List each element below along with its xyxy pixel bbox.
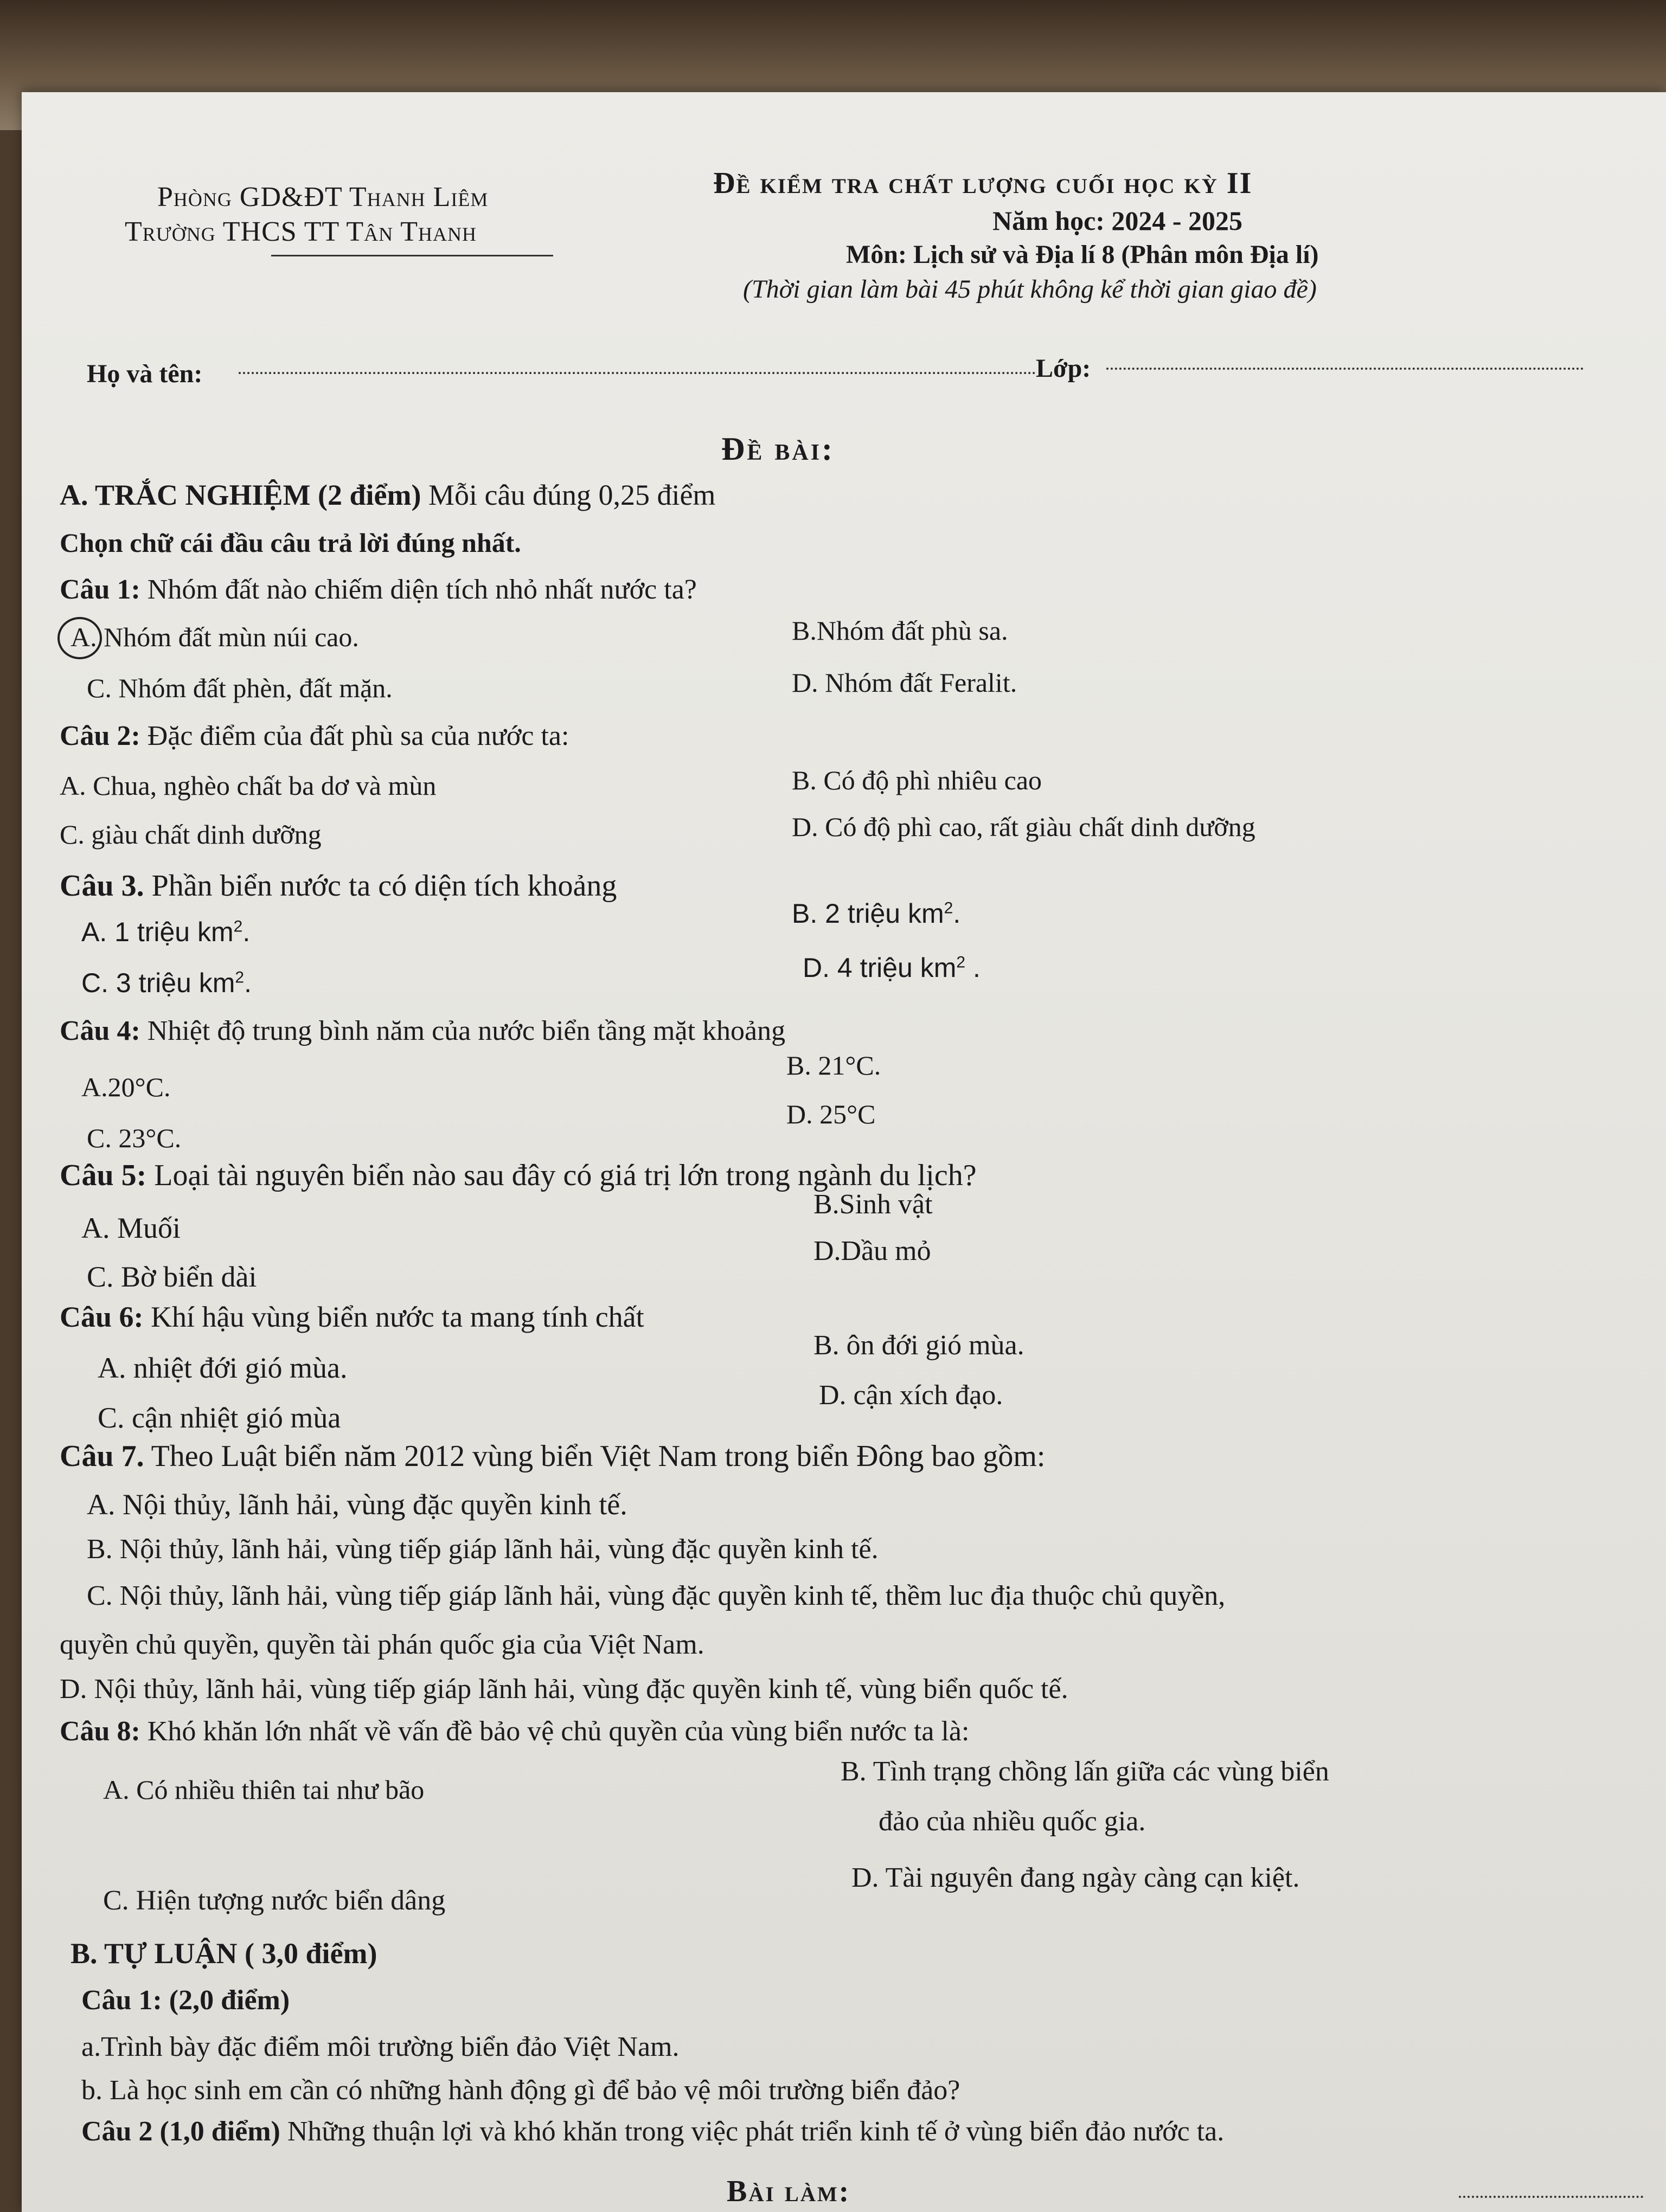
- q4-option-d[interactable]: D. 25°C: [786, 1099, 876, 1129]
- class-field[interactable]: [1106, 368, 1584, 370]
- q2-option-c[interactable]: C. giàu chất dinh dưỡng: [60, 819, 322, 850]
- q3-option-c[interactable]: C. 3 triệu $km^2$.: [81, 968, 252, 998]
- q5-option-a[interactable]: A. Muối: [81, 1212, 181, 1244]
- q2-option-d[interactable]: D. Có độ phì cao, rất giàu chất dinh dưỡng: [792, 812, 1255, 842]
- question-3: Câu 3. Phần biển nước ta có diện tích khoảng: [60, 869, 617, 903]
- q8-option-b-cont: đảo của nhiều quốc gia.: [879, 1806, 1146, 1837]
- essay-question-1: Câu 1: (2,0 điểm): [81, 1985, 290, 2016]
- essay-question-2: Câu 2 (1,0 điểm) Những thuận lợi và khó khăn trong việc phát triển kinh tế ở vùng biển đảo nước ta.: [81, 2116, 1225, 2147]
- q1-option-c[interactable]: C. Nhóm đất phèn, đất mặn.: [87, 673, 393, 703]
- section-a-heading: A. TRẮC NGHIỆM (2 điểm) Mỗi câu đúng 0,25 điểm: [60, 479, 716, 511]
- q6-option-d[interactable]: D. cận xích đạo.: [819, 1380, 1003, 1411]
- section-a-instruction: Chọn chữ cái đầu câu trả lời đúng nhất.: [60, 528, 521, 558]
- q6-option-b[interactable]: B. ôn đới gió mùa.: [813, 1330, 1024, 1361]
- q4-option-c[interactable]: C. 23°C.: [87, 1123, 182, 1153]
- q4-option-a[interactable]: A.20°C.: [81, 1072, 171, 1102]
- q6-option-c[interactable]: C. cận nhiệt gió mùa: [98, 1401, 341, 1434]
- exam-paper: [22, 92, 1666, 2212]
- exam-title: Đề kiểm tra chất lượng cuối học kỳ II: [713, 166, 1253, 200]
- subject: Môn: Lịch sử và Địa lí 8 (Phân môn Địa lí): [846, 240, 1319, 269]
- student-name-label: Họ và tên:: [87, 359, 203, 388]
- question-4: Câu 4: Nhiệt độ trung bình năm của nước biển tầng mặt khoảng: [60, 1015, 786, 1046]
- section-title: Đề bài:: [721, 431, 835, 467]
- q7-option-d[interactable]: D. Nội thủy, lãnh hải, vùng tiếp giáp lãnh hải, vùng đặc quyền kinh tế, vùng biển quốc tế.: [60, 1674, 1068, 1705]
- q4-option-b[interactable]: B. 21°C.: [786, 1050, 881, 1081]
- q8-option-a[interactable]: A. Có nhiều thiên tai như bão: [103, 1774, 425, 1805]
- q5-option-c[interactable]: C. Bờ biển dài: [87, 1261, 257, 1293]
- q6-option-a[interactable]: A. nhiệt đới gió mùa.: [98, 1352, 348, 1384]
- q7-option-c[interactable]: C. Nội thủy, lãnh hải, vùng tiếp giáp lãnh hải, vùng đặc quyền kinh tế, thềm luc địa thuộc chủ quyền,: [87, 1580, 1226, 1611]
- q3-option-a[interactable]: A. 1 triệu $km^2$.: [81, 917, 251, 947]
- q2-option-b[interactable]: B. Có độ phì nhiêu cao: [792, 765, 1042, 795]
- question-6: Câu 6: Khí hậu vùng biển nước ta mang tính chất: [60, 1301, 644, 1333]
- answer-line[interactable]: [1459, 2196, 1643, 2198]
- q7-option-b[interactable]: B. Nội thủy, lãnh hải, vùng tiếp giáp lãnh hải, vùng đặc quyền kinh tế.: [87, 1534, 879, 1565]
- student-name-field[interactable]: [239, 372, 1036, 374]
- question-8: Câu 8: Khó khăn lớn nhất về vấn đề bảo vệ chủ quyền của vùng biển nước ta là:: [60, 1716, 970, 1747]
- school-name: Trường THCS TT Tân Thanh: [125, 216, 477, 247]
- school-year: Năm học: 2024 - 2025: [992, 205, 1243, 236]
- question-5: Câu 5: Loại tài nguyên biển nào sau đây có giá trị lớn trong ngành du lịch?: [60, 1159, 977, 1192]
- q7-option-c-cont: quyền chủ quyền, quyền tài phán quốc gia của Việt Nam.: [60, 1629, 704, 1660]
- school-name-underline: [271, 255, 553, 256]
- question-1: Câu 1: Nhóm đất nào chiếm diện tích nhỏ nhất nước ta?: [60, 574, 697, 605]
- q1-option-a[interactable]: A. Nhóm đất mùn núi cao.: [71, 622, 359, 652]
- q7-option-a[interactable]: A. Nội thủy, lãnh hải, vùng đặc quyền kinh tế.: [87, 1488, 627, 1521]
- section-b-heading: B. TỰ LUẬN ( 3,0 điểm): [71, 1937, 377, 1970]
- answer-section-title: Bài làm:: [727, 2175, 851, 2208]
- q5-option-b[interactable]: B.Sinh vật: [813, 1189, 933, 1220]
- essay-question-1a: a.Trình bày đặc điểm môi trường biển đảo Việt Nam.: [81, 2031, 680, 2062]
- time-note: (Thời gian làm bài 45 phút không kể thời gian giao đề): [743, 275, 1317, 304]
- q8-option-b[interactable]: B. Tình trạng chồng lấn giữa các vùng biển: [841, 1756, 1329, 1787]
- essay-question-1b: b. Là học sinh em cần có những hành động gì để bảo vệ môi trường biển đảo?: [81, 2075, 960, 2106]
- class-label: Lớp:: [1036, 354, 1091, 383]
- q1-option-d[interactable]: D. Nhóm đất Feralit.: [792, 667, 1017, 698]
- q8-option-c[interactable]: C. Hiện tượng nước biển dâng: [103, 1885, 446, 1916]
- q5-option-d[interactable]: D.Dầu mỏ: [813, 1236, 931, 1266]
- q3-option-b[interactable]: B. 2 triệu $km^2$.: [792, 898, 961, 929]
- school-department: Phòng GD&ĐT Thanh Liêm: [157, 182, 489, 213]
- question-2: Câu 2: Đặc điểm của đất phù sa của nước ta:: [60, 721, 569, 751]
- question-7: Câu 7. Theo Luật biển năm 2012 vùng biển Việt Nam trong biển Đông bao gồm:: [60, 1439, 1046, 1473]
- q2-option-a[interactable]: A. Chua, nghèo chất ba dơ và mùn: [60, 770, 437, 801]
- q1-option-b[interactable]: B.Nhóm đất phù sa.: [792, 615, 1008, 646]
- q8-option-d[interactable]: D. Tài nguyên đang ngày càng cạn kiệt.: [851, 1862, 1300, 1893]
- q3-option-d[interactable]: D. 4 triệu $km^2$ .: [803, 953, 981, 983]
